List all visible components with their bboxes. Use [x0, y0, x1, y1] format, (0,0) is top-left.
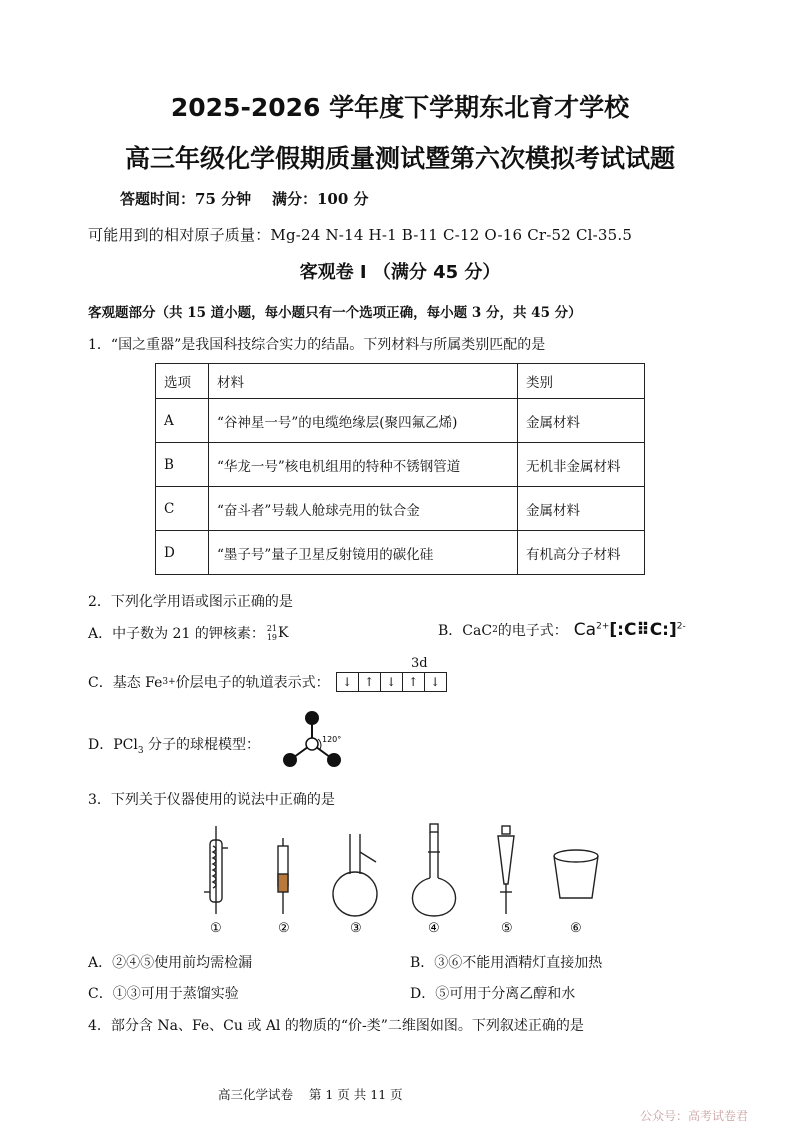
exam-title-line1: 2025-2026 学年度下学期东北育才学校: [170, 93, 630, 122]
orbital-box: ↓: [381, 673, 403, 691]
table-header-cell: 材料: [209, 364, 518, 399]
exam-title-line2: 高三年级化学假期质量测试暨第六次模拟考试试题: [124, 144, 675, 173]
table-cell: 金属材料: [518, 487, 645, 531]
table-cell: A: [156, 399, 209, 443]
q3-option-b: B．③⑥不能用酒精灯直接加热: [410, 955, 603, 971]
q3-stem: 3．下列关于仪器使用的说法中正确的是: [88, 792, 335, 808]
table-cell: “墨子号”量子卫星反射镜用的碳化硅: [209, 531, 518, 575]
q4-stem: 4．部分含 Na、Fe、Cu 或 Al 的物质的“价-类”二维图如图。下列叙述正确的是: [88, 1018, 584, 1034]
atomic-number: 19: [266, 633, 278, 642]
option-d-text: D．PCl: [88, 737, 138, 753]
orbital-label: 3d: [411, 656, 428, 671]
burette-icon: [278, 838, 288, 914]
nuclide-numbers: [267, 624, 277, 642]
element-symbol: K: [278, 625, 289, 641]
fe-charge: 3+: [162, 677, 176, 687]
table-header-row: [156, 364, 645, 399]
q2-option-d: [88, 734, 260, 756]
apparatus-label: ①: [210, 921, 222, 936]
apparatus-figure: [180, 818, 620, 938]
ca-charge: 2+: [596, 621, 610, 632]
q3-option-c: C．①③可用于蒸馏实验: [88, 986, 239, 1002]
volumetric-flask-icon: [412, 824, 455, 916]
q2-option-b: [438, 620, 686, 640]
section-instructions: 客观题部分（共 15 道小题，每小题只有一个选项正确，每小题 3 分，共 45 分）: [88, 305, 582, 321]
apparatus-label: ⑥: [570, 921, 582, 936]
ca-symbol: Ca: [573, 620, 597, 640]
option-b-text: B．CaC: [438, 623, 493, 639]
table-cell: 有机高分子材料: [518, 531, 645, 575]
table-row: [156, 443, 645, 487]
p-atom: [306, 738, 318, 750]
orbital-box: ↓: [337, 673, 359, 691]
cl-atom: [283, 753, 297, 767]
table-cell: “奋斗者”号载人舱球壳用的钛合金: [209, 487, 518, 531]
cl-atom: [305, 711, 319, 725]
option-d-suffix: 分子的球棍模型：: [143, 737, 261, 753]
cl-atom: [327, 753, 341, 767]
table-cell: B: [156, 443, 209, 487]
q3-option-a: A．②④⑤使用前均需检漏: [88, 955, 253, 971]
q3-option-d: D．⑤可用于分离乙醇和水: [410, 986, 576, 1002]
ball-stick-model: [276, 708, 356, 774]
table-cell: C: [156, 487, 209, 531]
carbide-charge: 2-: [676, 621, 686, 632]
condenser-icon: [204, 826, 228, 914]
table-row: [156, 399, 645, 443]
atomic-masses: 可能用到的相对原子质量：Mg-24 N-14 H-1 B-11 C-12 O-16 Cr-52 Cl-35.5: [88, 226, 633, 244]
table-row: [156, 487, 645, 531]
exam-time-score: 答题时间：75 分钟 满分：100 分: [120, 190, 369, 208]
table-cell: D: [156, 531, 209, 575]
table-header-cell: 类别: [518, 364, 645, 399]
apparatus-label: ③: [350, 921, 362, 936]
electron-formula: [574, 620, 686, 640]
orbital-box: ↓: [430, 675, 441, 689]
orbital-diagram: [336, 672, 447, 692]
table-cell: “华龙一号”核电机组用的特种不锈钢管道: [209, 443, 518, 487]
separatory-funnel-icon: [498, 826, 514, 914]
page-footer: 高三化学试卷 第 1 页 共 11 页: [218, 1087, 403, 1102]
option-c-text: C．基态 Fe: [88, 675, 163, 691]
q2-option-a: [88, 623, 288, 643]
watermark: 公众号：高考试卷君: [640, 1109, 749, 1123]
table-cell: 无机非金属材料: [518, 443, 645, 487]
q2-stem: 2．下列化学用语或图示正确的是: [88, 594, 293, 610]
table-row: [156, 531, 645, 575]
table-cell: 金属材料: [518, 399, 645, 443]
mass-number: 21: [266, 624, 278, 633]
orbital-box: ↑: [359, 673, 381, 691]
option-c-suffix: 价层电子的轨道表示式：: [175, 675, 330, 691]
q1-table: [155, 363, 645, 575]
table-cell: “谷神星一号”的电缆绝缘层(聚四氟乙烯): [209, 399, 518, 443]
formula-subscript: 2: [492, 625, 498, 635]
apparatus-label: ⑤: [501, 921, 513, 936]
orbital-box: ↑: [403, 673, 425, 691]
q1-stem: 1．“国之重器”是我国科技综合实力的结晶。下列材料与所属类别匹配的是: [88, 337, 546, 353]
distillation-flask-icon: [333, 834, 377, 916]
apparatus-label: ②: [278, 921, 290, 936]
bond-angle-label: 120°: [322, 735, 342, 744]
table-header-cell: 选项: [156, 364, 209, 399]
option-b-suffix: 的电子式：: [497, 623, 568, 639]
formula-subscript: 3: [137, 745, 144, 756]
option-a-text: A．中子数为 21 的钾核素：: [88, 626, 265, 642]
crucible-icon: [554, 850, 598, 898]
apparatus-label: ④: [428, 921, 440, 936]
q2-option-c: [88, 672, 447, 692]
carbide-dot-structure: [:C⠿C:]: [609, 620, 677, 640]
section-title: 客观卷 I （满分 45 分）: [299, 262, 501, 283]
